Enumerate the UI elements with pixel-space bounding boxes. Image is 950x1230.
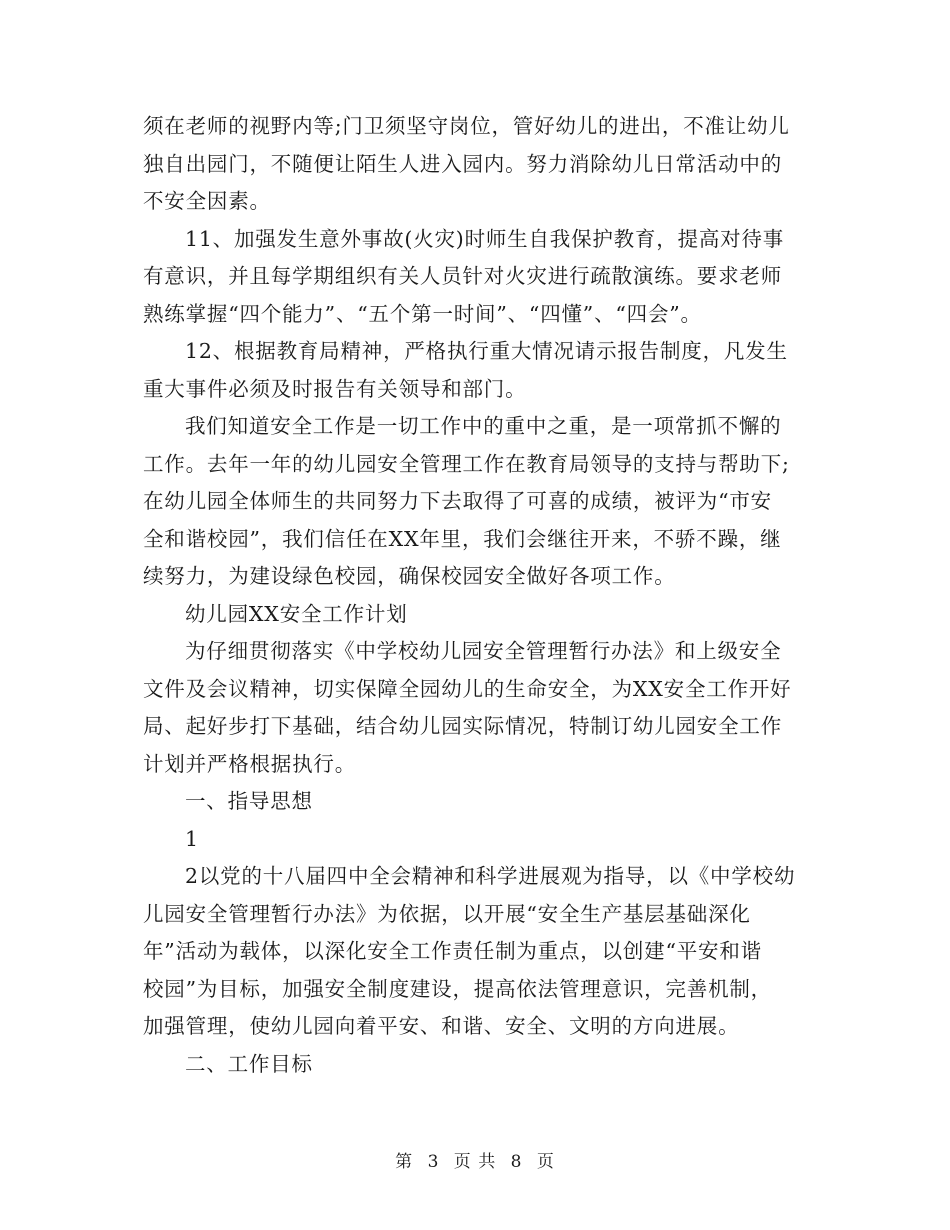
text-line: 为仔细贯彻落实《中学校幼儿园安全管理暂行办法》和上级安全 [185,639,782,663]
text-line: 独自出园门，不随便让陌生人进入园内。努力消除幼儿日常活动中的 [143,151,782,176]
text-line: 二、工作目标 [185,1051,313,1076]
text-line: 计划并严格根据执行。 [143,751,356,776]
text-line: 一、指导思想 [185,789,313,813]
text-line: 我们知道安全工作是一切工作中的重中之重，是一项常抓不懈的 [185,414,782,438]
text-line: 幼儿园XX安全工作计划 [185,601,408,626]
text-line: 文件及会议精神，切实保障全园幼儿的生命安全，为XX安全工作开好 [143,676,792,701]
text-line: 11、加强发生意外事故(火灾)时师生自我保护教育，提高对待事 [185,226,785,251]
text-line: 有意识，并且每学期组织有关人员针对火灾进行疏散演练。要求老师 [143,264,782,288]
text-line: 在幼儿园全体师生的共同努力下去取得了可喜的成绩，被评为“市安 [143,489,772,513]
footer-page-number: 3 [427,1152,440,1172]
text-line: 加强管理，使幼儿园向着平安、和谐、安全、文明的方向进展。 [143,1014,740,1038]
page-footer [0,1150,950,1174]
text-line: 全和谐校园”，我们信任在XX年里，我们会继往开来，不骄不躁，继 [143,526,782,551]
text-line: 须在老师的视野内等;门卫须坚守岗位，管好幼儿的进出，不准让幼儿 [143,114,790,138]
text-line: 局、起好步打下基础，结合幼儿园实际情况，特制订幼儿园安全工作 [143,714,782,738]
text-line: 1 [185,826,199,851]
footer-suffix: 页 [536,1152,555,1172]
text-line: 工作。去年一年的幼儿园安全管理工作在教育局领导的支持与帮助下; [143,451,790,476]
text-line: 重大事件必须及时报告有关领导和部门。 [143,376,527,401]
document-body [143,108,815,1083]
footer-middle: 页 共 [453,1152,497,1172]
text-line: 熟练掌握“四个能力”、“五个第一时间”、“四懂”、“四会”。 [143,301,702,326]
text-line: 年”活动为载体，以深化安全工作责任制为重点，以创建“平安和谐 [143,939,762,963]
footer-total-pages: 8 [510,1152,523,1172]
text-line: 不安全因素。 [143,189,271,213]
text-line: 2以党的十八届四中全会精神和科学进展观为指导，以《中学校幼 [185,864,796,888]
text-line: 续努力，为建设绿色校园，确保校园安全做好各项工作。 [143,564,676,588]
footer-prefix: 第 [395,1152,414,1172]
text-line: 12、根据教育局精神，严格执行重大情况请示报告制度，凡发生 [185,339,788,363]
text-line: 儿园安全管理暂行办法》为依据，以开展“安全生产基层基础深化 [143,901,751,926]
text-line: 校园”为目标，加强安全制度建设，提高依法管理意识，完善机制， [143,976,772,1001]
